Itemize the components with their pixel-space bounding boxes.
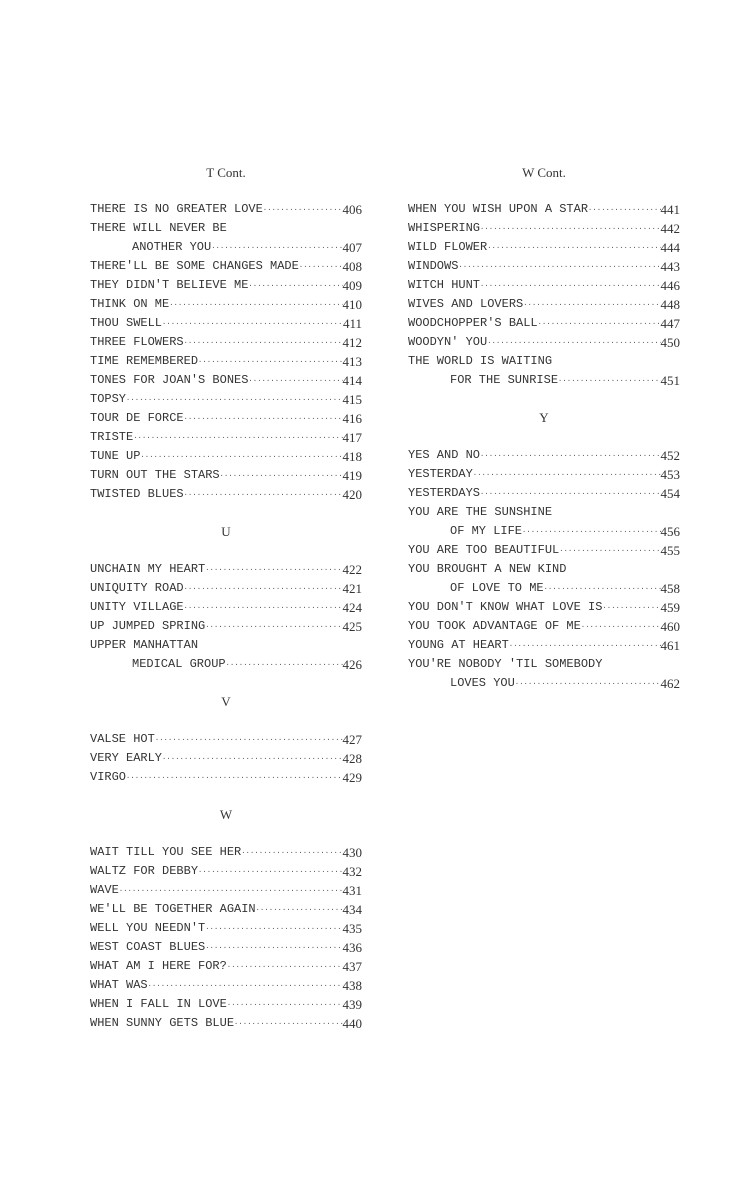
index-entry-title: UNITY VILLAGE bbox=[90, 600, 184, 614]
index-entry bbox=[408, 446, 680, 465]
index-entry bbox=[90, 352, 362, 371]
page-number: 437 bbox=[342, 959, 362, 974]
dot-leader bbox=[522, 522, 660, 541]
index-entry bbox=[408, 371, 680, 390]
index-entry-title: TURN OUT THE STARS bbox=[90, 468, 220, 482]
dot-leader bbox=[205, 560, 342, 579]
index-entry bbox=[408, 219, 680, 238]
index-entry-title: THOU SWELL bbox=[90, 316, 163, 330]
index-entry-title: YOU ARE TOO BEAUTIFUL bbox=[408, 543, 560, 557]
index-entry-title: THREE FLOWERS bbox=[90, 335, 184, 349]
dot-leader bbox=[299, 257, 343, 276]
index-entry bbox=[90, 995, 362, 1014]
dot-leader bbox=[559, 541, 660, 560]
index-entry-title: YESTERDAYS bbox=[408, 486, 481, 500]
page-number: 406 bbox=[342, 202, 362, 217]
page-number: 420 bbox=[342, 487, 362, 502]
index-entry-title: WHISPERING bbox=[408, 221, 481, 235]
index-entry bbox=[90, 466, 362, 485]
index-entry bbox=[90, 749, 362, 768]
index-entry-title: YOU BROUGHT A NEW KIND bbox=[408, 562, 567, 576]
index-entry bbox=[90, 200, 362, 219]
page-number: 416 bbox=[342, 411, 362, 426]
dot-leader bbox=[241, 843, 342, 862]
dot-leader bbox=[588, 200, 660, 219]
page-number: 458 bbox=[660, 581, 680, 596]
index-entry-title: LOVES YOU bbox=[450, 676, 515, 690]
dot-leader bbox=[256, 900, 343, 919]
index-entry bbox=[408, 333, 680, 352]
dot-leader bbox=[487, 333, 660, 352]
index-entry-title: VALSE HOT bbox=[90, 732, 155, 746]
index-entry bbox=[90, 485, 362, 504]
dot-leader bbox=[211, 238, 342, 257]
dot-leader bbox=[126, 768, 342, 787]
page-number: 442 bbox=[660, 221, 680, 236]
dot-leader bbox=[119, 881, 343, 900]
index-entry bbox=[90, 333, 362, 352]
dot-leader bbox=[184, 598, 343, 617]
section-spacer bbox=[90, 787, 362, 805]
index-entry bbox=[90, 957, 362, 976]
dot-leader bbox=[523, 295, 660, 314]
page-number: 430 bbox=[342, 845, 362, 860]
index-entry-title: WILD FLOWER bbox=[408, 240, 488, 254]
index-entry-title: THERE WILL NEVER BE bbox=[90, 221, 227, 235]
page-number: 418 bbox=[342, 449, 362, 464]
page-number: 409 bbox=[342, 278, 362, 293]
index-entry-list bbox=[90, 843, 362, 1033]
index-entry bbox=[90, 655, 362, 674]
index-entry-title: OF LOVE TO ME bbox=[450, 581, 544, 595]
index-entry-list bbox=[90, 560, 362, 674]
section-spacer bbox=[90, 504, 362, 522]
dot-leader bbox=[198, 862, 342, 881]
index-entry bbox=[408, 465, 680, 484]
index-entry-title: WELL YOU NEEDN'T bbox=[90, 921, 206, 935]
dot-leader bbox=[480, 446, 660, 465]
index-entry-title: OF MY LIFE bbox=[450, 524, 523, 538]
section-heading-u: U bbox=[221, 524, 231, 539]
dot-leader bbox=[205, 938, 342, 957]
index-entry-title: THE WORLD IS WAITING bbox=[408, 354, 553, 368]
index-entry bbox=[408, 617, 680, 636]
dot-leader bbox=[515, 674, 661, 693]
index-entry bbox=[408, 636, 680, 655]
page-number: 434 bbox=[342, 902, 362, 917]
dot-leader bbox=[226, 655, 343, 674]
index-entry bbox=[408, 522, 680, 541]
page-number: 419 bbox=[342, 468, 362, 483]
index-entry bbox=[408, 238, 680, 257]
index-entry bbox=[408, 295, 680, 314]
index-entry bbox=[90, 617, 362, 636]
dot-leader bbox=[126, 390, 342, 409]
index-entry bbox=[90, 768, 362, 787]
page-number: 414 bbox=[342, 373, 362, 388]
index-entry-title: THEY DIDN'T BELIEVE ME bbox=[90, 278, 249, 292]
index-entry-title: YOU ARE THE SUNSHINE bbox=[408, 505, 553, 519]
page-number: 410 bbox=[342, 297, 362, 312]
section-spacer bbox=[90, 674, 362, 692]
page-number: 440 bbox=[342, 1016, 362, 1031]
dot-leader bbox=[544, 579, 661, 598]
index-entry-title: WEST COAST BLUES bbox=[90, 940, 206, 954]
dot-leader bbox=[509, 636, 661, 655]
index-entry-title: YOU DON'T KNOW WHAT LOVE IS bbox=[408, 600, 603, 614]
index-entry-title: VIRGO bbox=[90, 770, 127, 784]
section-heading-y: Y bbox=[539, 410, 549, 425]
page-number: 446 bbox=[660, 278, 680, 293]
index-entry-title: WHEN YOU WISH UPON A STAR bbox=[408, 202, 589, 216]
index-entry-title: THERE IS NO GREATER LOVE bbox=[90, 202, 263, 216]
dot-leader bbox=[248, 371, 342, 390]
index-entry-title: WIVES AND LOVERS bbox=[408, 297, 524, 311]
page-number: 439 bbox=[342, 997, 362, 1012]
section-heading-t-cont: T Cont. bbox=[206, 165, 246, 180]
index-entry-title: YOU TOOK ADVANTAGE OF ME bbox=[408, 619, 581, 633]
index-entry-title: FOR THE SUNRISE bbox=[450, 373, 559, 387]
section-heading-v: V bbox=[221, 694, 231, 709]
dot-leader bbox=[480, 219, 660, 238]
page-number: 435 bbox=[342, 921, 362, 936]
dot-leader bbox=[205, 919, 342, 938]
dot-leader bbox=[169, 295, 342, 314]
dot-leader bbox=[480, 276, 660, 295]
index-entry bbox=[408, 276, 680, 295]
index-entry-title: UNCHAIN MY HEART bbox=[90, 562, 206, 576]
dot-leader bbox=[234, 1014, 342, 1033]
index-entry-title: WHAT WAS bbox=[90, 978, 148, 992]
page-number: 443 bbox=[660, 259, 680, 274]
page-number: 407 bbox=[342, 240, 362, 255]
dot-leader bbox=[198, 352, 342, 371]
index-entry bbox=[408, 579, 680, 598]
index-entry bbox=[90, 428, 362, 447]
index-entry-title: YESTERDAY bbox=[408, 467, 473, 481]
index-entry bbox=[90, 938, 362, 957]
page-number: 438 bbox=[342, 978, 362, 993]
index-entry bbox=[90, 409, 362, 428]
index-entry bbox=[408, 257, 680, 276]
index-entry-list bbox=[408, 446, 680, 693]
left-index-column bbox=[90, 163, 362, 1033]
page-number: 431 bbox=[342, 883, 362, 898]
page-number: 460 bbox=[660, 619, 680, 634]
index-entry-title: TONES FOR JOAN'S BONES bbox=[90, 373, 249, 387]
index-entry-title: TOUR DE FORCE bbox=[90, 411, 184, 425]
dot-leader bbox=[480, 484, 660, 503]
index-entry bbox=[90, 900, 362, 919]
page-number: 424 bbox=[342, 600, 362, 615]
page-number: 453 bbox=[660, 467, 680, 482]
index-entry-title: WHEN SUNNY GETS BLUE bbox=[90, 1016, 235, 1030]
dot-leader bbox=[487, 238, 660, 257]
page-number: 447 bbox=[660, 316, 680, 331]
index-entry-list bbox=[408, 200, 680, 390]
index-entry bbox=[90, 843, 362, 862]
page-number: 408 bbox=[342, 259, 362, 274]
index-entry bbox=[90, 560, 362, 579]
dot-leader bbox=[581, 617, 661, 636]
index-entry-title: VERY EARLY bbox=[90, 751, 163, 765]
index-entry-title: WHEN I FALL IN LOVE bbox=[90, 997, 227, 1011]
index-entry-title: YOU'RE NOBODY 'TIL SOMEBODY bbox=[408, 657, 603, 671]
section-heading-w-cont: W Cont. bbox=[522, 165, 566, 180]
dot-leader bbox=[220, 466, 343, 485]
page-number: 452 bbox=[660, 448, 680, 463]
dot-leader bbox=[458, 257, 660, 276]
dot-leader bbox=[227, 995, 343, 1014]
index-entry bbox=[90, 1014, 362, 1033]
index-entry-title: WOODCHOPPER'S BALL bbox=[408, 316, 538, 330]
dot-leader bbox=[538, 314, 661, 333]
index-entry bbox=[408, 200, 680, 219]
index-entry-title: UNIQUITY ROAD bbox=[90, 581, 184, 595]
dot-leader bbox=[148, 976, 343, 995]
page-number: 459 bbox=[660, 600, 680, 615]
page-number: 428 bbox=[342, 751, 362, 766]
index-entry bbox=[90, 862, 362, 881]
dot-leader bbox=[133, 428, 342, 447]
dot-leader bbox=[184, 333, 343, 352]
page-number: 415 bbox=[342, 392, 362, 407]
index-entry-title: WALTZ FOR DEBBY bbox=[90, 864, 199, 878]
index-entry bbox=[90, 447, 362, 466]
index-entry bbox=[90, 579, 362, 598]
page-number: 425 bbox=[342, 619, 362, 634]
index-entry bbox=[90, 238, 362, 257]
index-entry bbox=[90, 257, 362, 276]
page-number: 462 bbox=[660, 676, 680, 691]
index-entry bbox=[408, 314, 680, 333]
page-number: 411 bbox=[342, 316, 362, 331]
page-number: 448 bbox=[660, 297, 680, 312]
index-entry-title: WINDOWS bbox=[408, 259, 459, 273]
index-entry bbox=[90, 390, 362, 409]
dot-leader bbox=[227, 957, 343, 976]
index-entry-title: TIME REMEMBERED bbox=[90, 354, 199, 368]
index-entry-list bbox=[90, 200, 362, 504]
page-number: 429 bbox=[342, 770, 362, 785]
index-entry-title: WAIT TILL YOU SEE HER bbox=[90, 845, 242, 859]
index-entry bbox=[90, 881, 362, 900]
page-number: 417 bbox=[342, 430, 362, 445]
dot-leader bbox=[184, 409, 343, 428]
dot-leader bbox=[263, 200, 343, 219]
index-entry-title: WHAT AM I HERE FOR? bbox=[90, 959, 227, 973]
index-entry-title: TWISTED BLUES bbox=[90, 487, 184, 501]
index-entry bbox=[90, 295, 362, 314]
page-number: 461 bbox=[660, 638, 680, 653]
index-entry bbox=[90, 598, 362, 617]
dot-leader bbox=[473, 465, 661, 484]
index-entry-list bbox=[90, 730, 362, 787]
page-number: 427 bbox=[342, 732, 362, 747]
dot-leader bbox=[162, 749, 342, 768]
index-entry-title: WOODYN' YOU bbox=[408, 335, 488, 349]
dot-leader bbox=[184, 579, 343, 598]
page-number: 421 bbox=[342, 581, 362, 596]
dot-leader bbox=[248, 276, 342, 295]
index-entry bbox=[90, 919, 362, 938]
index-entry-title: UPPER MANHATTAN bbox=[90, 638, 199, 652]
right-index-column bbox=[408, 163, 680, 693]
dot-leader bbox=[155, 730, 343, 749]
index-entry-title: THERE'LL BE SOME CHANGES MADE bbox=[90, 259, 299, 273]
page-number: 413 bbox=[342, 354, 362, 369]
index-entry-title: TOPSY bbox=[90, 392, 127, 406]
index-entry-title: YES AND NO bbox=[408, 448, 481, 462]
page-number: 432 bbox=[342, 864, 362, 879]
index-entry bbox=[90, 730, 362, 749]
index-entry-title: WE'LL BE TOGETHER AGAIN bbox=[90, 902, 256, 916]
dot-leader bbox=[162, 314, 343, 333]
index-entry bbox=[90, 371, 362, 390]
page-number: 426 bbox=[342, 657, 362, 672]
index-entry bbox=[90, 976, 362, 995]
page-number: 454 bbox=[660, 486, 680, 501]
page-number: 455 bbox=[660, 543, 680, 558]
index-entry-title: WAVE bbox=[90, 883, 119, 897]
index-entry-title: WITCH HUNT bbox=[408, 278, 481, 292]
dot-leader bbox=[558, 371, 660, 390]
page-number: 441 bbox=[660, 202, 680, 217]
page-number: 412 bbox=[342, 335, 362, 350]
index-entry-title: TRISTE bbox=[90, 430, 134, 444]
section-heading-w: W bbox=[219, 807, 233, 822]
page-number: 436 bbox=[342, 940, 362, 955]
dot-leader bbox=[602, 598, 660, 617]
index-entry-title: MEDICAL GROUP bbox=[132, 657, 226, 671]
dot-leader bbox=[184, 485, 343, 504]
section-spacer bbox=[408, 390, 680, 408]
dot-leader bbox=[140, 447, 342, 466]
page-number: 422 bbox=[342, 562, 362, 577]
page-number: 450 bbox=[660, 335, 680, 350]
dot-leader bbox=[205, 617, 342, 636]
index-entry-title: TUNE UP bbox=[90, 449, 141, 463]
index-entry-title: UP JUMPED SPRING bbox=[90, 619, 206, 633]
index-entry-title: THINK ON ME bbox=[90, 297, 170, 311]
index-entry bbox=[90, 276, 362, 295]
index-entry bbox=[408, 674, 680, 693]
page-number: 451 bbox=[660, 373, 680, 388]
index-entry bbox=[408, 541, 680, 560]
index-entry bbox=[408, 598, 680, 617]
index-entry bbox=[408, 484, 680, 503]
page-number: 456 bbox=[660, 524, 680, 539]
index-entry bbox=[90, 314, 362, 333]
page-number: 444 bbox=[660, 240, 680, 255]
index-entry-title: ANOTHER YOU bbox=[132, 240, 212, 254]
index-entry-title: YOUNG AT HEART bbox=[408, 638, 509, 652]
